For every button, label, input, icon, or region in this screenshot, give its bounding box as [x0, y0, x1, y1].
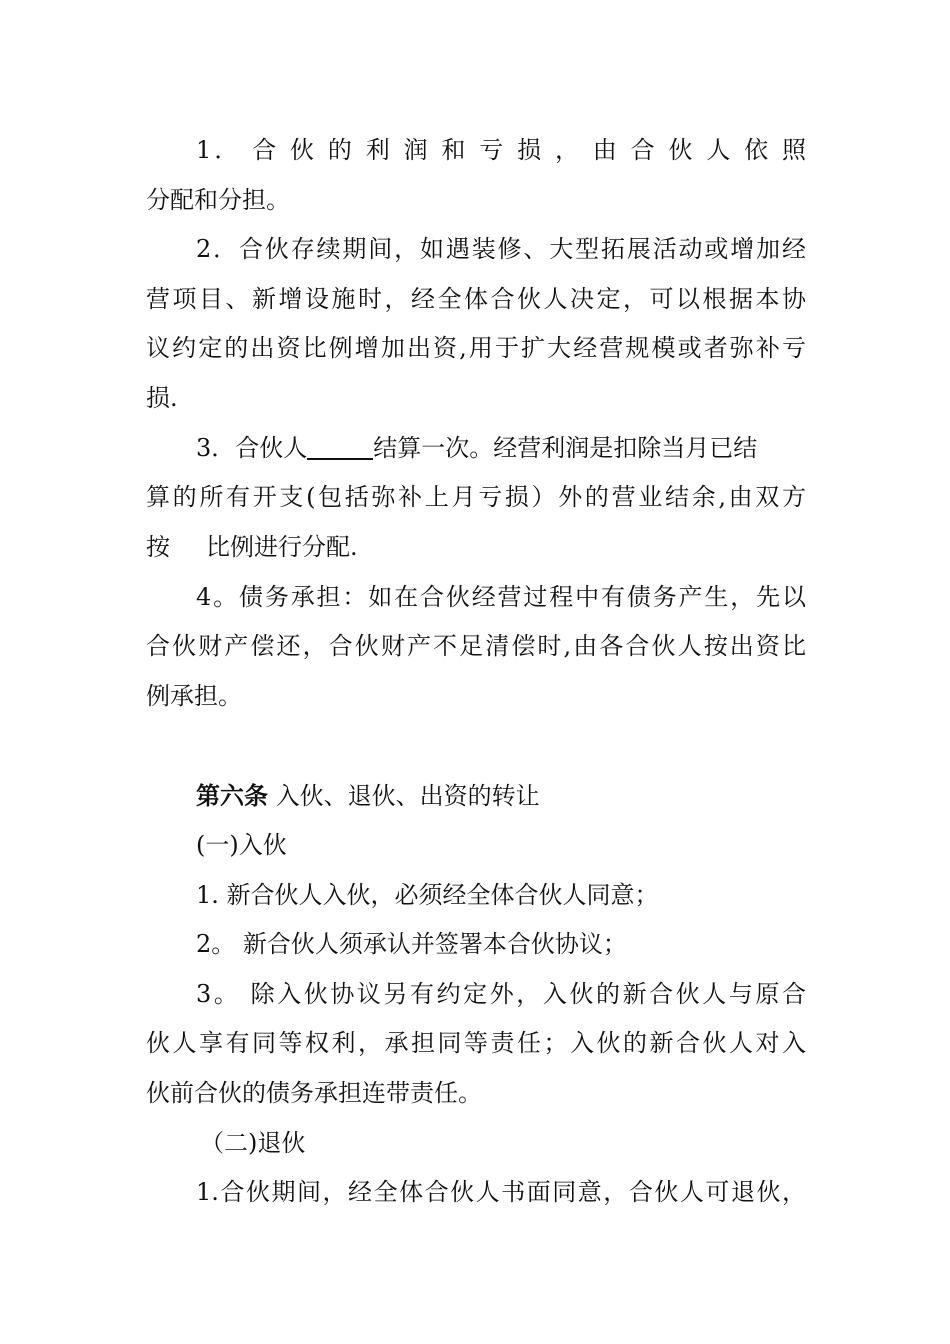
additional-capital-line-1: 2．合伙存续期间，如遇装修、大型拓展活动或增加经	[196, 235, 806, 263]
join-item-3-line-1: 3。 除入伙协议另有约定外，入伙的新合伙人与原合	[196, 980, 806, 1008]
additional-capital-line-4: 损.	[146, 384, 178, 412]
additional-capital-line-2: 营项目、新增设施时，经全体合伙人决定，可以根据本协	[146, 285, 806, 313]
join-item-2: 2。 新合伙人须承认并签署本合伙协议；	[196, 930, 627, 958]
profit-loss-line-2: 分配和分担。	[146, 186, 290, 214]
additional-capital-line-3: 议约定的出资比例增加出资,用于扩大经营规模或者弥补亏	[146, 334, 806, 362]
article-six-label: 第六条	[196, 781, 268, 810]
article-six-title: 入伙、退伙、出资的转让	[275, 782, 540, 810]
article-six-heading	[196, 776, 806, 816]
join-item-1: 1. 新合伙人入伙，必须经全体合伙人同意；	[196, 881, 659, 909]
settlement-line-2: 算的所有开支(包括弥补上月亏损）外的营业结余,由双方	[146, 483, 806, 511]
settlement-line-3	[146, 527, 806, 567]
debt-line-1: 4。债务承担：如在合伙经营过程中有债务产生，先以	[196, 583, 806, 611]
join-item-3-line-3: 伙前合伙的债务承担连带责任。	[146, 1079, 482, 1107]
settlement-line-1-end: 结算一次。经营利润是扣除当月已结	[373, 434, 758, 462]
settlement-line-1-start: 3．合伙人	[196, 434, 308, 462]
debt-line-3: 例承担。	[146, 682, 242, 710]
settlement-line-3-end: 比例进行分配.	[206, 533, 358, 561]
profit-loss-line-1: 1． 合 伙 的 利 润 和 亏 损 ， 由 合 伙 人 依 照	[196, 136, 806, 164]
withdraw-heading: （二)退伙	[200, 1129, 306, 1157]
join-item-3-line-2: 伙人享有同等权利，承担同等责任；入伙的新合伙人对入	[146, 1029, 806, 1057]
settlement-line-3-start: 按	[146, 533, 170, 561]
debt-line-2: 合伙财产偿还，合伙财产不足清偿时,由各合伙人按出资比	[146, 632, 806, 660]
withdraw-item-1-line-1: 1.合伙期间，经全体合伙人书面同意，合伙人可退伙，	[196, 1178, 806, 1206]
settlement-period-blank	[307, 430, 373, 460]
join-heading: (一)入伙	[196, 831, 287, 859]
settlement-line-1	[196, 428, 806, 468]
